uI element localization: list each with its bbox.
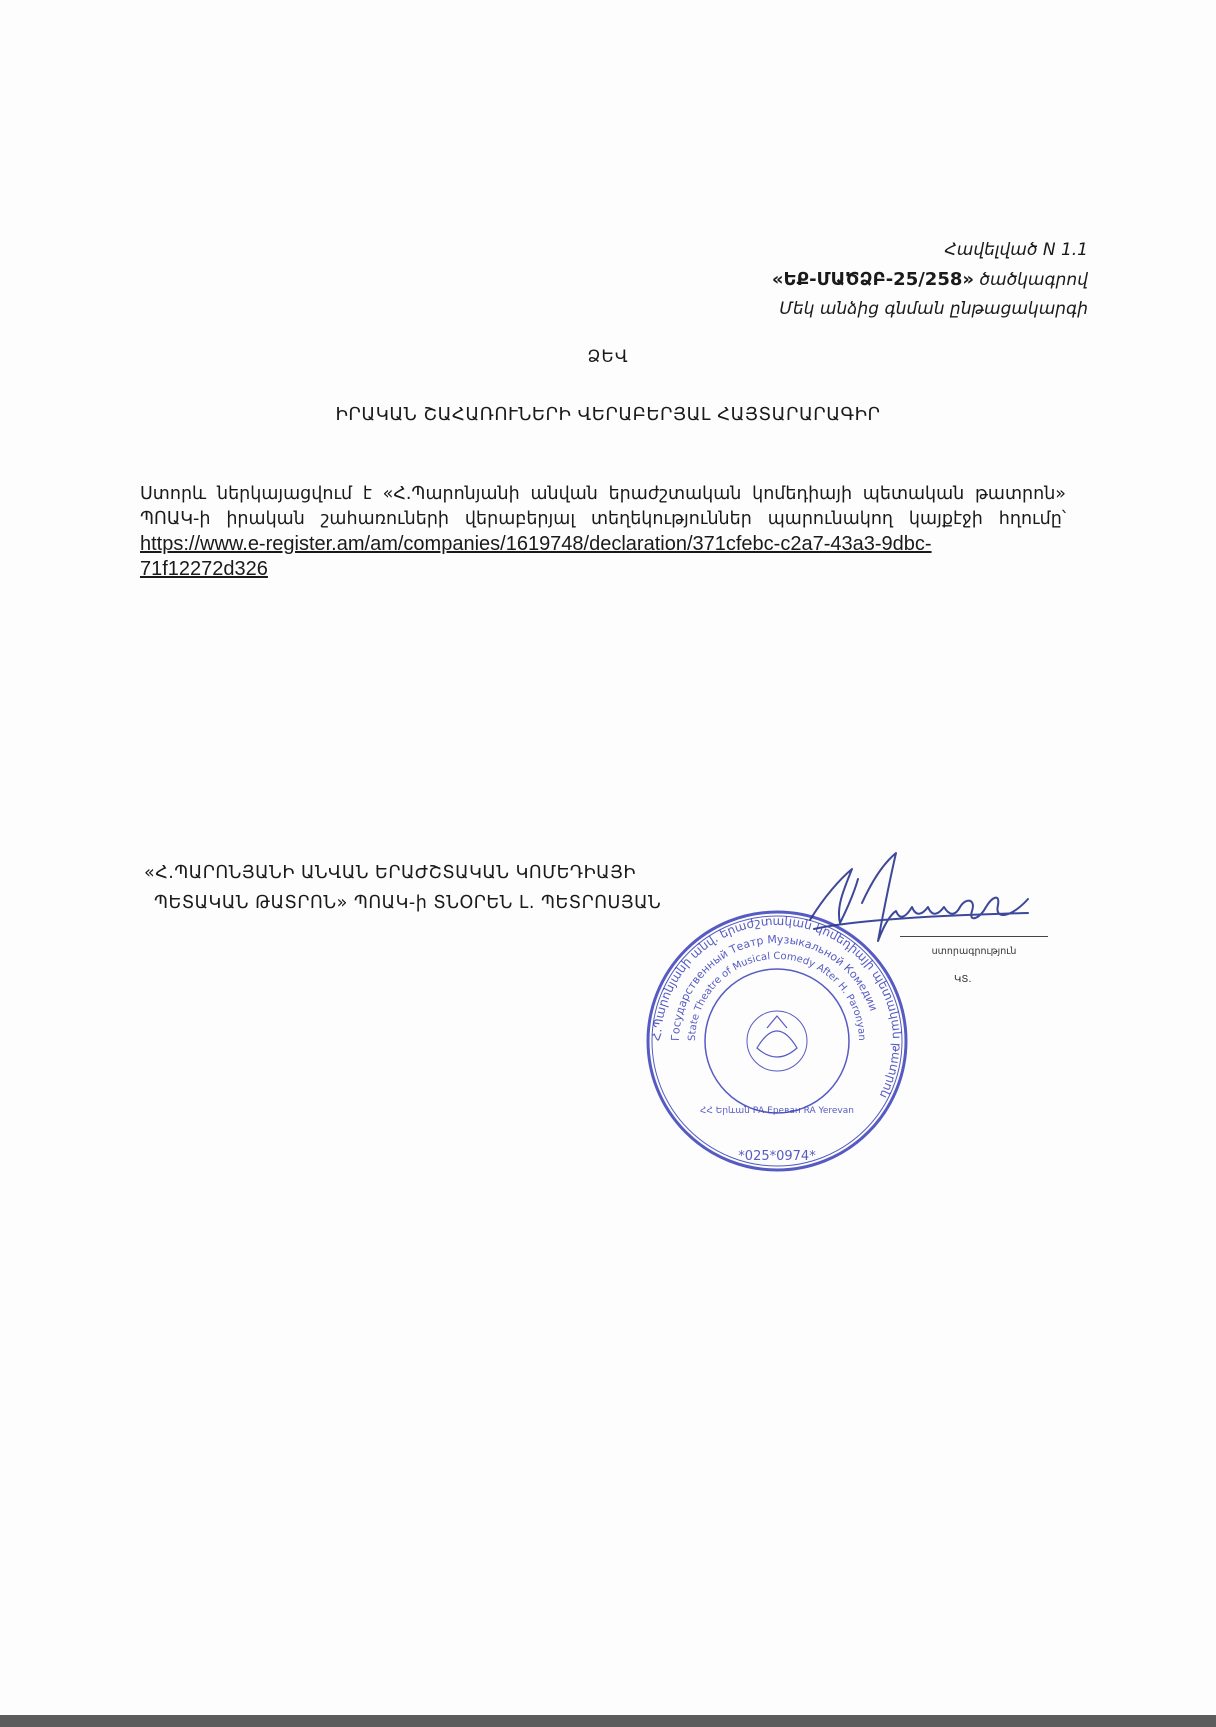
appendix-line-1: Հավելված N 1.1 xyxy=(944,240,1088,260)
seal-caption: ԿՏ. xyxy=(954,974,972,985)
director-line-1: «Հ.ՊԱՐՈՆՅԱՆԻ ԱՆՎԱՆ ԵՐԱԺՇՏԱԿԱՆ ԿՈՄԵԴԻԱՅԻ xyxy=(144,863,636,883)
handwritten-signature xyxy=(800,845,1040,955)
seal-outer-text: Հ.Պարոնյանի անվ. երաժշտական կոմեդիայի պետական թատրոն xyxy=(649,913,905,1101)
register-link[interactable] xyxy=(140,532,932,582)
scan-bottom-edge xyxy=(0,1715,1216,1727)
appendix-line-3: Մեկ անձից գնման ընթացակարգի xyxy=(779,299,1088,319)
procurement-code: «ԵՔ-ՄԱԾՁԲ-25/258» xyxy=(771,269,975,290)
seal-number: *025*0974* xyxy=(738,1149,816,1164)
appendix-line-2 xyxy=(772,265,1088,295)
seal-inner-text: State Theatre of Musical Comedy After H. Paronyan xyxy=(686,950,868,1042)
director-block xyxy=(144,858,661,918)
document-title: ԻՐԱԿԱՆ ՇԱՀԱՌՈՒՆԵՐԻ ՎԵՐԱԲԵՐՅԱԼ ՀԱՅՏԱՐԱՐԱԳԻՐ xyxy=(335,404,881,425)
body-paragraph: Ստորև ներկայացվում է «Հ.Պարոնյանի անվան երաժշտական կոմեդիայի պետական թատրոն» ՊՈԱԿ-ի իրական շահառուների վերաբերյալ տեղեկություններ պարունակող կայքէջի հղումը՝ xyxy=(140,484,1066,529)
form-label: ՁԵՎ xyxy=(587,347,629,367)
signature-caption: ստորագրություն xyxy=(931,946,1017,957)
seal-city: ՀՀ Երևան РА Ереван RA Yerevan xyxy=(700,1106,854,1116)
signature-line xyxy=(900,936,1048,937)
seal-middle-text: Государственный Театр Музыкальной Комедии xyxy=(668,932,881,1042)
register-link-line-1[interactable]: https://www.e-register.am/am/companies/1619748/declaration/371cfebc-c2a7-43a3-9dbc- xyxy=(140,533,932,555)
appendix-header xyxy=(772,236,1088,324)
director-line-2: ՊԵՏԱԿԱՆ ԹԱՏՐՈՆ» ՊՈԱԿ-ի ՏՆՕՐԵՆ Լ. ՊԵՏՐՈՍՅԱՆ xyxy=(154,893,662,913)
procurement-code-suffix: ծածկագրով xyxy=(974,270,1088,290)
register-link-line-2[interactable]: 71f12272d326 xyxy=(140,558,268,580)
